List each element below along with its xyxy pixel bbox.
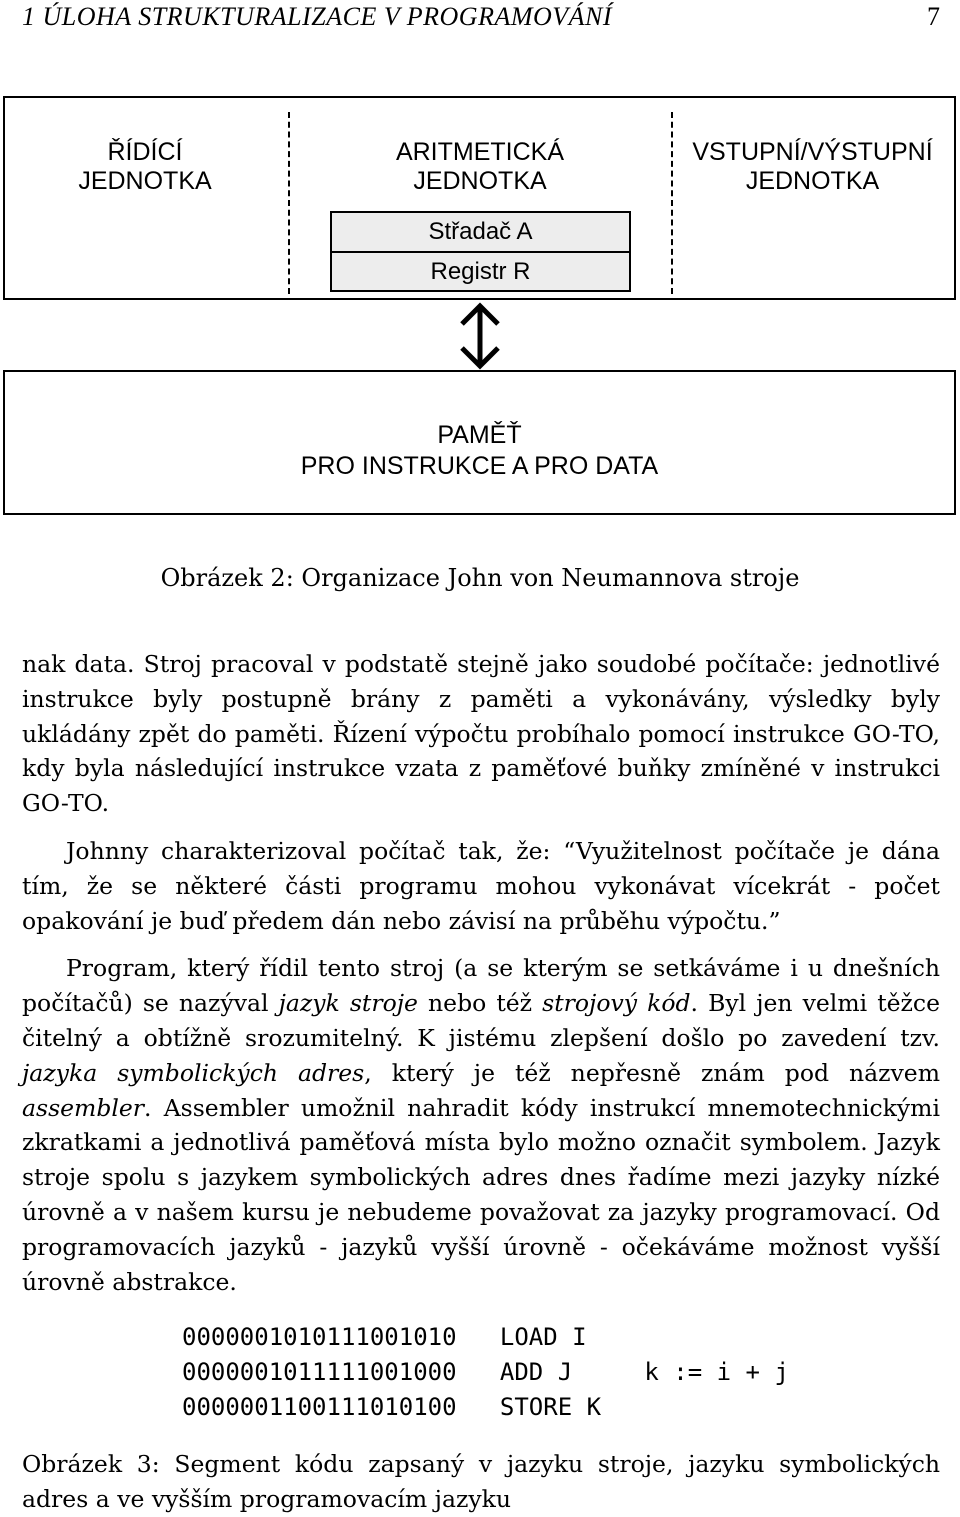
code-line xyxy=(182,1355,789,1390)
r-register: Registr R xyxy=(430,258,531,285)
italic-term: jazyka symbolických adres xyxy=(22,1058,365,1087)
bidirectional-arrow-icon xyxy=(458,300,502,372)
assembly-instruction: LOAD I xyxy=(499,1323,587,1351)
figure-2-caption: Obrázek 2: Organizace John von Neumannova stroje xyxy=(160,564,800,592)
unit-divider-left xyxy=(288,112,290,294)
assembly-instruction: ADD J xyxy=(499,1358,573,1386)
arithmetic-unit-label: ARITMETICKÁ JEDNOTKA xyxy=(395,138,565,195)
paragraph-1 xyxy=(22,647,940,821)
page-number: 7 xyxy=(927,2,940,31)
assembly-instruction: STORE K xyxy=(499,1393,602,1421)
code-line xyxy=(182,1390,789,1425)
control-unit-label: ŘÍDÍCÍ JEDNOTKA xyxy=(78,138,212,195)
body-text xyxy=(22,647,940,1312)
unit-divider-right xyxy=(671,112,673,294)
high-level-statement: k := i + j xyxy=(644,1358,789,1386)
section-title: 1 ÚLOHA STRUKTURALIZACE V PROGRAMOVÁNÍ xyxy=(22,2,613,31)
paragraph-2 xyxy=(22,834,940,938)
text-run: . Assembler umožnil nahradit kódy instrukcí mnemotechnickými zkratkami a jednotlivá paměťová místa bylo možno označit symbolem. Jazyk stroje spolu s jazykem symbolických adres dnes řadíme mezi jazyky nízké úrovně a v našem kursu je nebudeme považovat za jazyky programovací. Od programovacích jazyků - jazyků vyšší úrovně - očekáváme možnost vyšší úrovně abstrakce. xyxy=(22,1093,940,1296)
figure-3-caption: Obrázek 3: Segment kódu zapsaný v jazyku stroje, jazyku symbolických adres a ve vyšším programovacím jazyku xyxy=(22,1450,940,1513)
machine-code: 0000001010111001010 xyxy=(182,1323,457,1351)
text-run: . Byl jen velmi těžce čitelný a obtížně srozumitelný. K jistému zlepšení došlo po zavedení tzv. xyxy=(22,989,941,1052)
io-unit-label: VSTUPNÍ/VÝSTUPNÍ JEDNOTKA xyxy=(692,138,933,195)
memory-label: PAMĚŤ PRO INSTRUKCE A PRO DATA xyxy=(300,421,659,480)
machine-code: 0000001100111010100 xyxy=(182,1393,457,1421)
running-header xyxy=(0,0,960,40)
code-segment xyxy=(182,1320,789,1425)
italic-term: jazyk stroje xyxy=(278,989,418,1018)
machine-code: 0000001011111001000 xyxy=(182,1358,457,1386)
register-stack xyxy=(330,211,631,292)
accumulator-register: Střadač A xyxy=(332,213,629,253)
code-line xyxy=(182,1320,789,1355)
text-run: nak data. Stroj pracoval v podstatě stejně jako soudobé počítače: jednotlivé instrukce byly postupně brány z paměti a vykonávány, výsledky byly ukládány zpět do paměti. Řízení výpočtu probíhalo pomocí instrukce GO-TO, kdy byla následující instrukce vzata z paměťové buňky zmíněné v instrukci GO-TO. xyxy=(22,650,940,818)
text-run: Johnny charakterizoval počítač tak, že: “Využitelnost počítače je dána tím, že se některé části programu mohou vykonávat vícekrát - počet opakování je buď předem dán nebo závisí na průběhu výpočtu.” xyxy=(22,836,940,935)
italic-term: assembler xyxy=(22,1093,145,1122)
italic-term: strojový kód xyxy=(542,989,691,1018)
text-run: nebo též xyxy=(417,989,543,1018)
text-run: Program, který řídil tento stroj (a se kterým se setkáváme i u dnešních počítačů) se nazýval xyxy=(22,954,940,1018)
paragraph-3 xyxy=(22,951,940,1299)
text-run: , který je též nepřesně znám pod názvem xyxy=(364,1058,941,1087)
